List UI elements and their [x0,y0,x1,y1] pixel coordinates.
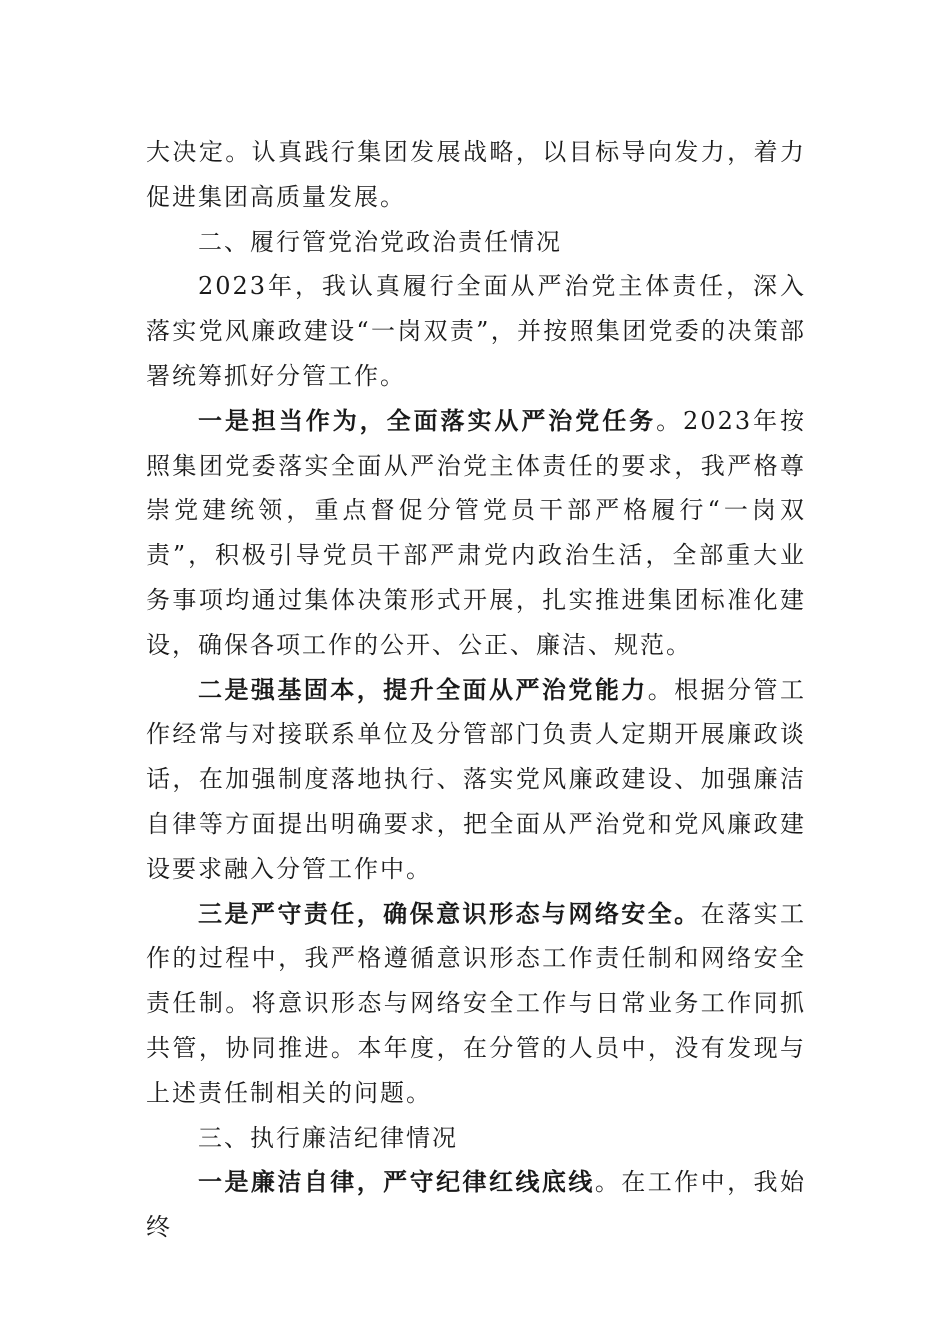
paragraph-point-2 [146,668,806,892]
point-2-body: 。根据分管工作经常与对接联系单位及分管部门负责人定期开展廉政谈话，在加强制度落地执行、落实党风廉政建设、加强廉洁自律等方面提出明确要求，把全面从严治党和党风廉政建设要求融入分管工作中。 [146,675,807,883]
point-2-lead: 二是强基固本，提升全面从严治党能力 [198,674,648,704]
point-1-lead: 一是担当作为，全面落实从严治党任务 [198,405,657,435]
paragraph-continuation: 大决定。认真践行集团发展战略，以目标导向发力，着力促进集团高质量发展。 [146,138,806,211]
discipline-point-1-lead: 一是廉洁自律，严守纪律红线底线 [198,1167,595,1197]
section-heading-2: 二、履行管党治党政治责任情况 [198,227,562,256]
section-heading-3: 三、执行廉洁纪律情况 [198,1123,458,1152]
paragraph-2023-summary: 2023年，我认真履行全面从严治党主体责任，深入落实党风廉政建设“一岗双责”，并按照集团党委的决策部署统筹抓好分管工作。 [146,272,806,390]
paragraph-discipline-point-1 [146,1160,806,1250]
point-3-body: 在落实工作的过程中，我严格遵循意识形态工作责任制和网络安全责任制。将意识形态与网络安全工作与日常业务工作同抓共管，协同推进。本年度，在分管的人员中，没有发现与上述责任制相关的问题。 [146,899,807,1107]
point-3-lead: 三是严守责任，确保意识形态与网络安全。 [198,898,701,928]
point-1-body: 。2023年按照集团党委落实全面从严治党主体责任的要求，我严格尊崇党建统领，重点督促分管党员干部严格履行“一岗双责”，积极引导党员干部严肃党内政治生活，全部重大业务事项均通过集体决策形式开展，扎实推进集团标准化建设，确保各项工作的公开、公正、廉洁、规范。 [146,406,807,659]
paragraph-point-3 [146,892,806,1116]
discipline-point-1-body: 。在工作中，我始终 [146,1168,807,1242]
document-page [146,130,806,1250]
paragraph-point-1 [146,399,806,668]
